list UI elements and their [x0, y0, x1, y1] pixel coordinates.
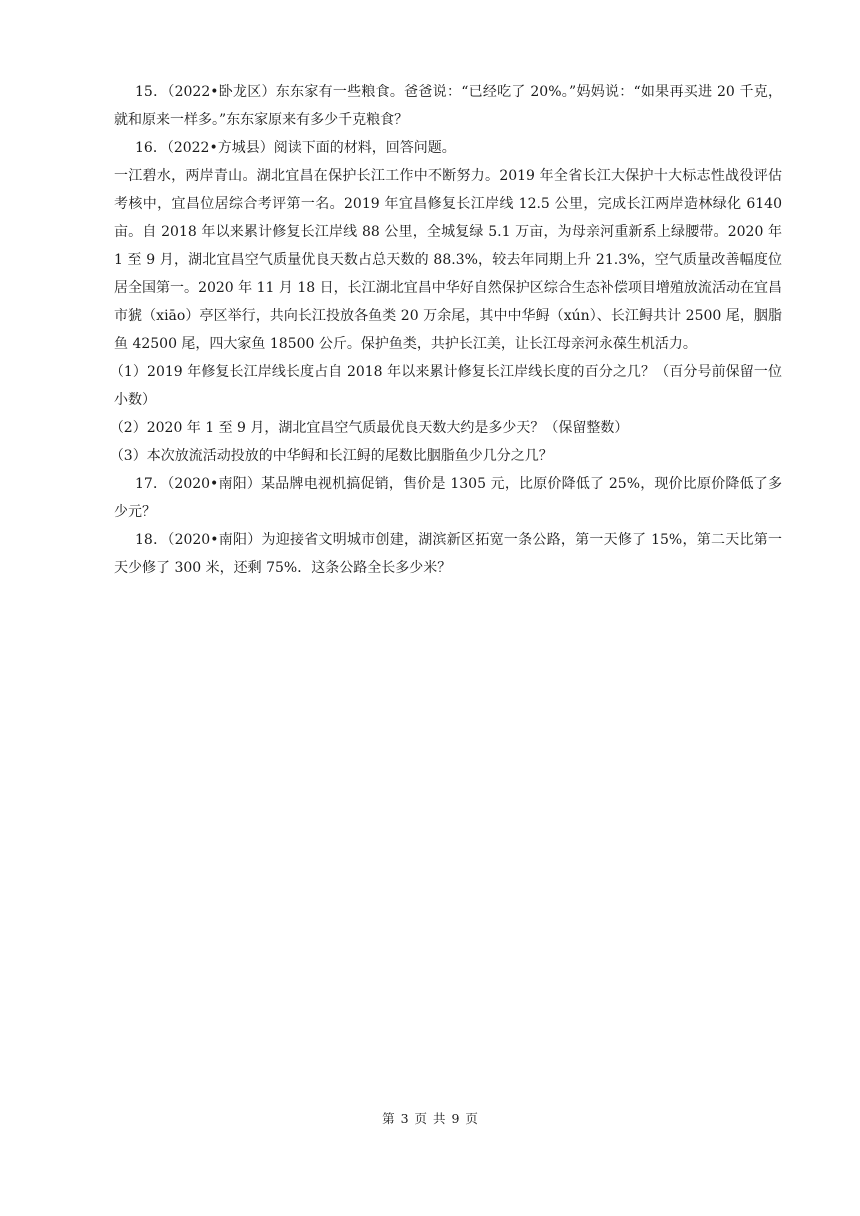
question-16-passage: 一江碧水，两岸青山。湖北宜昌在保护长江工作中不断努力。2019 年全省长江大保护十大标志性战役评估考核中，宜昌位居综合考评第一名。2019 年宜昌修复长江岸线 12.5 公里，完成长江两岸造林绿化 6140 亩。自 2018 年以来累计修复长江岸线 88 公里，全城复绿 5.1 万亩，为母亲河重新系上绿腰带。2020 年 1 至 9 月，湖北宜昌空气质量优良天数占总天数的 88.3%，较去年同期上升 21.3%，空气质量改善幅度位居全国第一。2020 年 11 月 18 日，长江湖北宜昌中华好自然保护区综合生态补偿项目增殖放流活动在宜昌市猇（xiāo）亭区举行，共向长江投放各鱼类 20 万余尾，其中中华鲟（xún）、长江鲟共计 2500 尾，胭脂鱼 42500 尾，四大家鱼 18500 公斤。保护鱼类，共护长江美，让长江母亲河永葆生机活力。 — [114, 168, 782, 352]
question-17: 17．（2020•南阳）某品牌电视机搞促销，售价是 1305 元，比原价降低了 25%，现价比原价降低了多少元？ — [114, 476, 782, 520]
question-16-sub-1: （1）2019 年修复长江岸线长度占自 2018 年以来累计修复长江岸线长度的百分之几？（百分号前保留一位小数） — [109, 364, 782, 408]
page-number-label: 第 3 页 共 9 页 — [382, 1111, 478, 1126]
question-15: 15．（2022•卧龙区）东东家有一些粮食。爸爸说：“已经吃了 20%。”妈妈说：“如果再买进 20 千克，就和原来一样多。”东东家原来有多少千克粮食？ — [114, 84, 782, 128]
document-body — [109, 78, 782, 582]
question-16-sub-3: （3）本次放流活动投放的中华鲟和长江鲟的尾数比胭脂鱼少几分之几？ — [109, 448, 553, 464]
question-16-intro: 16．（2022•方城县）阅读下面的材料，回答问题。 — [135, 140, 456, 156]
page-footer — [0, 1109, 860, 1129]
question-16-sub-2: （2）2020 年 1 至 9 月，湖北宜昌空气质最优良天数大约是多少天？（保留整数） — [109, 420, 629, 436]
question-18: 18．（2020•南阳）为迎接省文明城市创建，湖滨新区拓宽一条公路，第一天修了 15%，第二天比第一天少修了 300 米，还剩 75%．这条公路全长多少米？ — [114, 532, 782, 576]
